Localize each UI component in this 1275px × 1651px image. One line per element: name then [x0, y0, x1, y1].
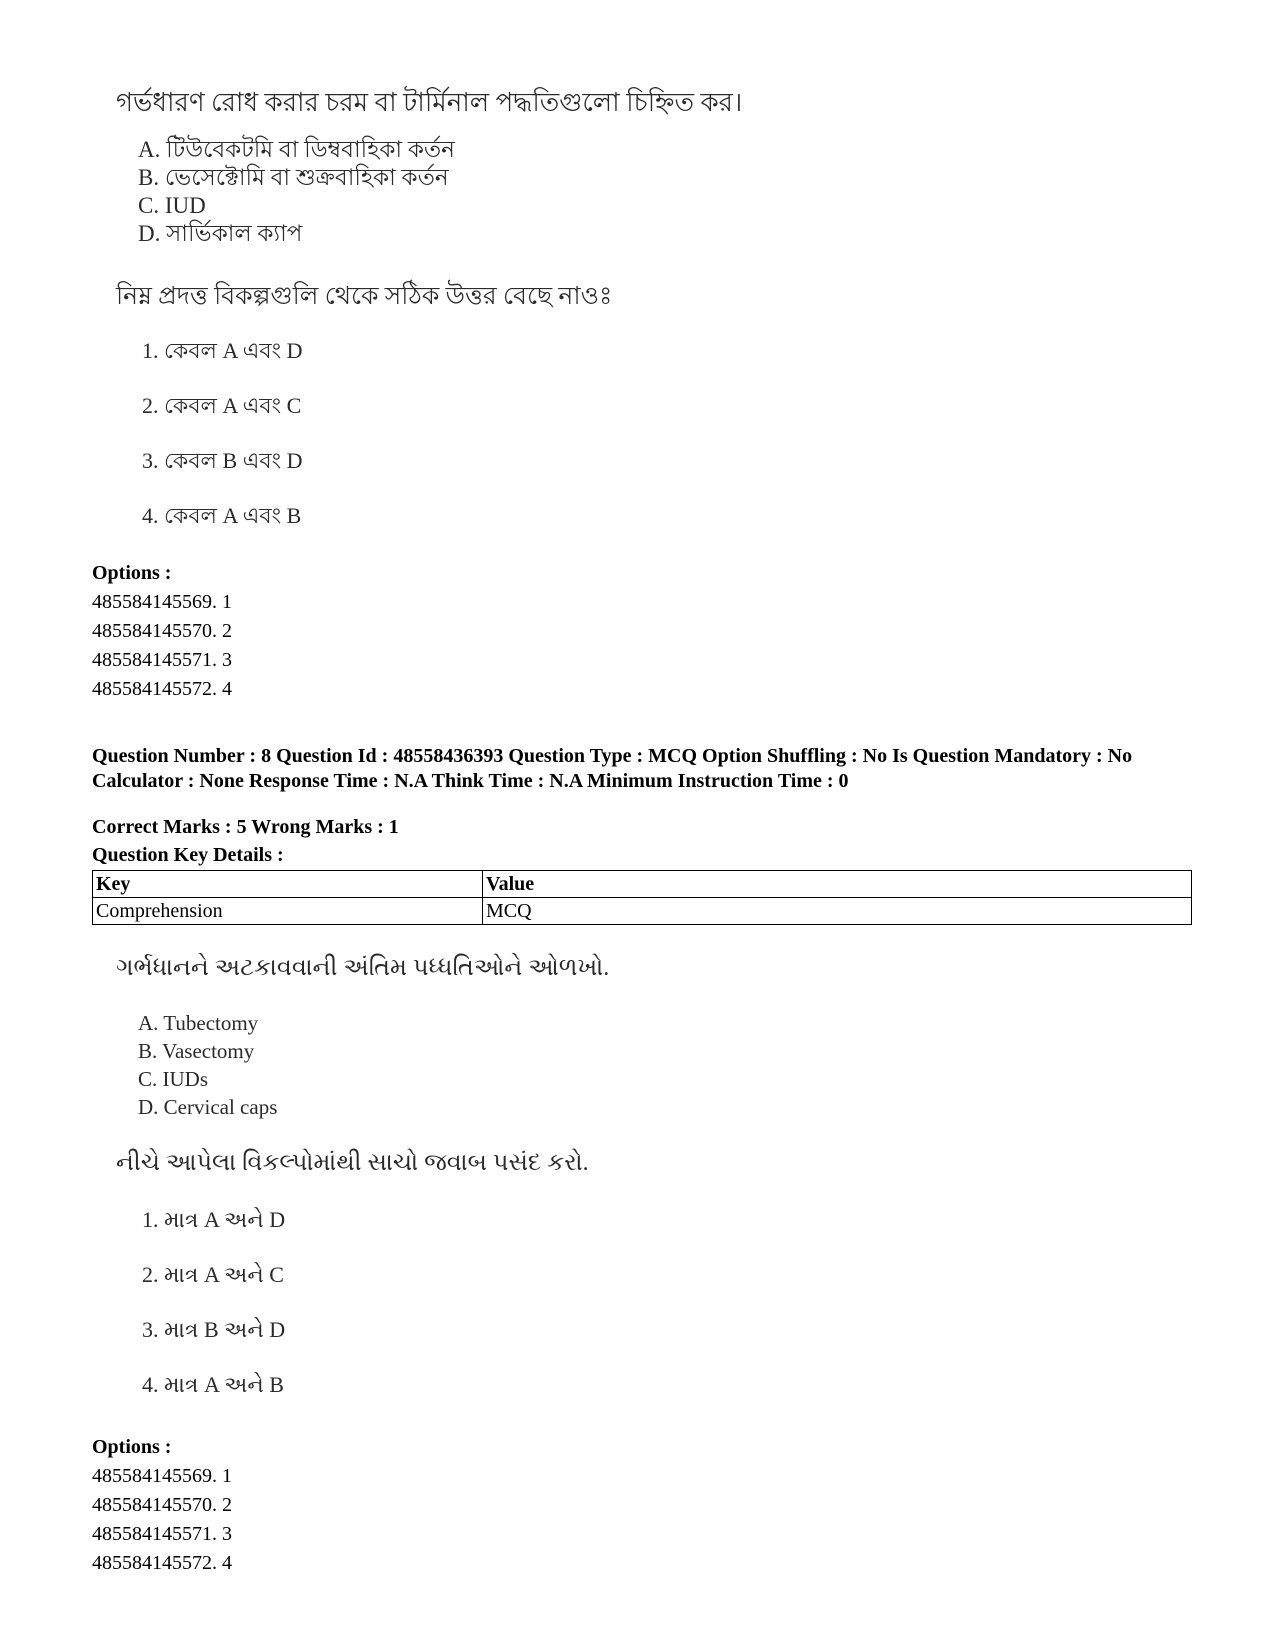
answer-2: 2. માત્ર A અને C — [142, 1262, 284, 1287]
statement-c: C. IUD — [138, 193, 206, 218]
option-item: 485584145569. 1 — [92, 591, 232, 613]
question-meta-line1: Question Number : 8 Question Id : 48558436393 Question Type : MCQ Option Shuffling : No Is Question Mandatory : No — [92, 745, 1133, 767]
answer-4: 4. কেবল A এবং B — [142, 503, 302, 528]
statement-list — [138, 136, 455, 248]
option-item: 485584145571. 3 — [92, 649, 232, 671]
statement-a: A. টিউবেকটমি বা ডিম্ববাহিকা কর্তন — [138, 137, 455, 162]
gujarati-question-image — [116, 955, 736, 1405]
question-meta — [92, 744, 1132, 794]
options-block-1 — [92, 559, 232, 704]
table-cell-key: Comprehension — [93, 898, 483, 925]
statement-list — [138, 1009, 277, 1121]
statement-d: D. Cervical caps — [138, 1095, 278, 1119]
key-details-table — [92, 870, 1192, 925]
answer-2: 2. কেবল A এবং C — [142, 393, 302, 418]
table-header-value: Value — [483, 871, 1192, 898]
option-item: 485584145569. 1 — [92, 1465, 232, 1487]
option-item: 485584145571. 3 — [92, 1523, 232, 1545]
option-item: 485584145572. 4 — [92, 1552, 232, 1574]
question-stem: গর্ভধারণ রোধ করার চরম বা টার্মিনাল পদ্ধতিগুলো চিহ্নিত কর। — [116, 88, 743, 117]
table-header-key: Key — [93, 871, 483, 898]
answer-instruction: নিম্ন প্রদত্ত বিকল্পগুলি থেকে সঠিক উত্তর বেছে নাওঃ — [116, 283, 613, 310]
answer-3: 3. માત્ર B અને D — [142, 1317, 286, 1342]
option-item: 485584145570. 2 — [92, 1494, 232, 1516]
answer-1: 1. কেবল A এবং D — [142, 338, 303, 363]
table-header-row — [93, 871, 1192, 898]
statement-d: D. সার্ভিকাল ক্যাপ — [138, 221, 303, 246]
table-row — [93, 898, 1192, 925]
answer-instruction: નીચે આપેલા વિકલ્પોમાંથી સાચો જવાબ પસંદ કરો. — [116, 1150, 589, 1176]
key-details-heading: Question Key Details : — [92, 844, 284, 866]
options-heading: Options : — [92, 562, 172, 584]
statement-c: C. IUDs — [138, 1067, 209, 1091]
answer-1: 1. માત્ર A અને D — [142, 1207, 286, 1232]
statement-a: A. Tubectomy — [138, 1011, 259, 1035]
marks-line: Correct Marks : 5 Wrong Marks : 1 — [92, 816, 399, 838]
option-item: 485584145572. 4 — [92, 678, 232, 700]
question-meta-line2: Calculator : None Response Time : N.A Think Time : N.A Minimum Instruction Time : 0 — [92, 770, 849, 792]
statement-b: B. ভেসেক্টোমি বা শুক্রবাহিকা কর্তন — [138, 165, 449, 190]
question-stem: ગર્ભધાનને અટકાવવાની અંતિમ પધ્ધતિઓને ઓળખો. — [116, 955, 610, 981]
options-heading: Options : — [92, 1436, 172, 1458]
table-cell-value: MCQ — [483, 898, 1192, 925]
bengali-question-image — [116, 82, 743, 542]
statement-b: B. Vasectomy — [138, 1039, 255, 1063]
answer-3: 3. কেবল B এবং D — [142, 448, 303, 473]
option-item: 485584145570. 2 — [92, 620, 232, 642]
answer-4: 4. માત્ર A અને B — [142, 1372, 284, 1397]
options-block-2 — [92, 1433, 232, 1578]
